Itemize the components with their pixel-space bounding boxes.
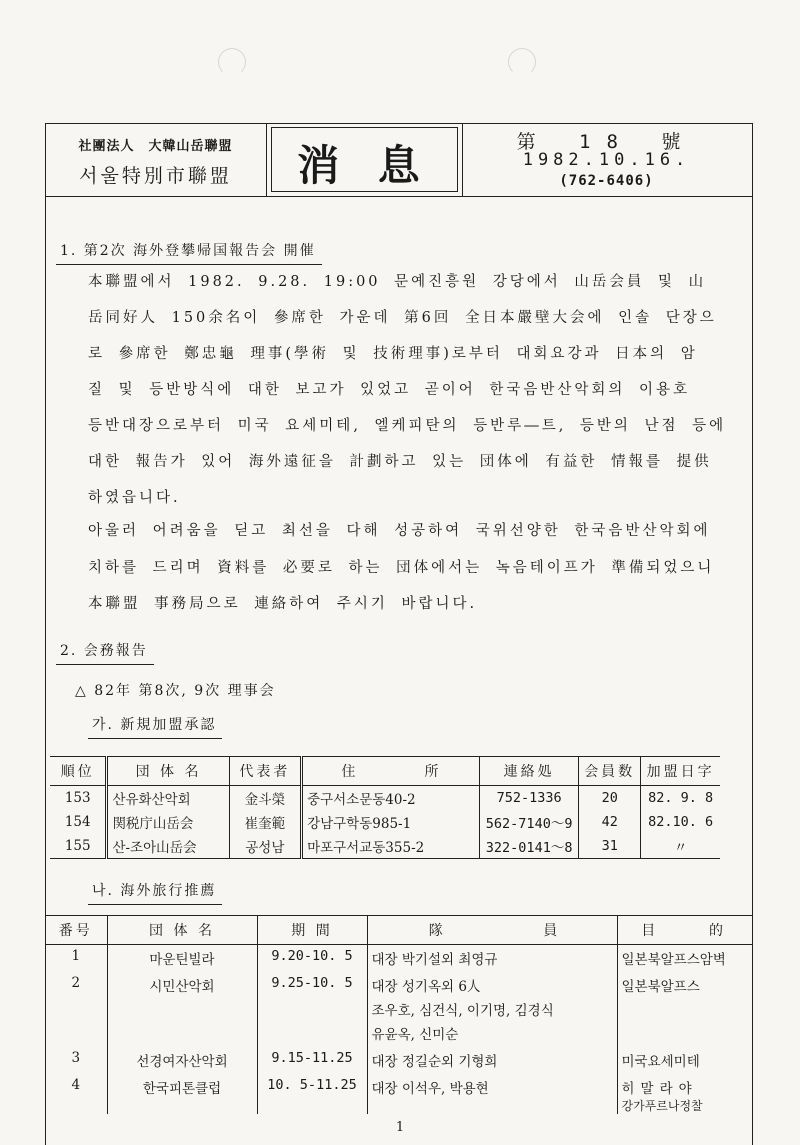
body-line: 로 參席한 鄭忠龜 理事(學術 및 技術理事)로부터 대회요강과 日本의 암 bbox=[88, 346, 698, 362]
member-line: 유윤옥, 신미순 bbox=[371, 1027, 459, 1043]
cell-group: 마운틴빌라 bbox=[107, 945, 257, 973]
cell-date: 〃 bbox=[641, 834, 720, 859]
purpose-line: 강가푸르나정찰 bbox=[621, 1099, 703, 1113]
phone-number: (762-6406) bbox=[559, 173, 654, 189]
cell-contact: 562-7140～9 bbox=[480, 810, 579, 834]
table-row bbox=[50, 810, 720, 834]
cell-contact: 322-0141～8 bbox=[480, 834, 579, 859]
section-1-heading bbox=[60, 240, 316, 260]
table-row bbox=[50, 834, 720, 859]
table-header-row bbox=[50, 757, 720, 786]
col-header: 期 間 bbox=[257, 916, 367, 945]
cell-count: 42 bbox=[579, 810, 641, 834]
cell-rank: 154 bbox=[50, 810, 107, 834]
cell-group: 시민산악회 bbox=[107, 972, 257, 1047]
body-line: 하였읍니다. bbox=[88, 490, 181, 506]
purpose-line: 히말라야 bbox=[621, 1081, 698, 1097]
cell-group: 산-조아山岳会 bbox=[107, 834, 229, 859]
col-header: 住 bbox=[302, 757, 397, 786]
cell-contact: 752-1336 bbox=[480, 786, 579, 811]
col-header: 順位 bbox=[50, 757, 107, 786]
member-line: 대장 성기옥외 6人 bbox=[371, 979, 481, 995]
binder-hole-left bbox=[218, 48, 246, 76]
cell-rep: 崔奎範 bbox=[229, 810, 301, 834]
col-header: 団 体 名 bbox=[107, 916, 257, 945]
cell-number: 2 bbox=[45, 972, 107, 1047]
member-line: 조우호, 심건식, 이기명, 김경식 bbox=[371, 1003, 554, 1019]
body-line: 질 및 등반방식에 대한 보고가 있었고 곧이어 한국음반산악회의 이용호 bbox=[88, 382, 691, 398]
cell-purpose: 미국요세미테 bbox=[621, 1054, 700, 1070]
cell-members: 대장 박기설외 최영규 bbox=[367, 945, 617, 973]
col-header: 番号 bbox=[45, 916, 107, 945]
body-line: 대한 報告가 있어 海外遠征을 計劃하고 있는 団体에 有益한 情報를 提供 bbox=[88, 454, 712, 470]
cell-rank: 155 bbox=[50, 834, 107, 859]
issue-date: 1982.10.16. bbox=[522, 150, 691, 170]
table-header-row bbox=[45, 916, 753, 945]
cell-period: 10. 5-11.25 bbox=[257, 1074, 367, 1114]
meeting-line: △ 82年 第8次, 9次 理事会 bbox=[75, 683, 276, 699]
cell-count: 20 bbox=[579, 786, 641, 811]
masthead-org-cell bbox=[45, 123, 267, 196]
new-members-table bbox=[50, 756, 720, 859]
cell-address: 마포구서교동355-2 bbox=[302, 834, 480, 859]
cell-count: 31 bbox=[579, 834, 641, 859]
subsection-a-underline bbox=[88, 738, 222, 739]
cell-period: 9.15-11.25 bbox=[257, 1047, 367, 1074]
section-1-heading-text: 1. 第2次 海外登攀帰国報告会 開催 bbox=[60, 243, 316, 259]
cell-period: 9.25-10. 5 bbox=[257, 972, 367, 1047]
cell-purpose: 일본북알프스 bbox=[621, 979, 700, 995]
col-header: 連絡処 bbox=[480, 757, 579, 786]
subsection-a-text: 가. 新規加盟承認 bbox=[92, 717, 217, 733]
cell-number: 1 bbox=[45, 945, 107, 973]
cell-number: 4 bbox=[45, 1074, 107, 1114]
table-row bbox=[45, 1074, 753, 1114]
cell-period: 9.20-10. 5 bbox=[257, 945, 367, 973]
cell-members: 대장 이석우, 박용현 bbox=[367, 1074, 617, 1114]
col-header: 代表者 bbox=[229, 757, 301, 786]
cell-rank: 153 bbox=[50, 786, 107, 811]
cell-purpose bbox=[617, 1074, 753, 1114]
cell-group: 산유화산악회 bbox=[107, 786, 229, 811]
issue-number: 第 18 號 bbox=[516, 131, 697, 153]
cell-group: 関税庁山岳会 bbox=[107, 810, 229, 834]
body-line: 치하를 드리며 資料를 必要로 하는 団体에서는 녹음테이프가 準備되었으니 bbox=[88, 559, 715, 576]
cell-members bbox=[367, 972, 617, 1047]
col-header: 加盟日字 bbox=[641, 757, 720, 786]
section-1-body-2 bbox=[88, 513, 716, 623]
newsletter-title: 消 息 bbox=[297, 141, 432, 190]
cell-group: 선경여자산악회 bbox=[107, 1047, 257, 1074]
masthead-issue-cell bbox=[463, 123, 750, 196]
cell-members: 대장 정길순외 기형희 bbox=[367, 1047, 617, 1074]
table-row bbox=[45, 1047, 753, 1074]
col-header: 的 bbox=[682, 916, 753, 945]
travel-recommendation-table bbox=[45, 915, 753, 1114]
cell-date: 82. 9. 8 bbox=[648, 790, 714, 806]
col-header: 所 bbox=[397, 757, 480, 786]
col-header: 員 bbox=[507, 916, 617, 945]
masthead-title-cell bbox=[267, 123, 463, 196]
cell-address: 강남구학동985-1 bbox=[302, 810, 480, 834]
table-row bbox=[50, 786, 720, 811]
page-number: 1 bbox=[395, 1120, 405, 1135]
cell-group: 한국피톤클럽 bbox=[107, 1074, 257, 1114]
col-header: 会員数 bbox=[579, 757, 641, 786]
body-line: 아울러 어려움을 딛고 최선을 다해 성공하여 국위선양한 한국음반산악회에 bbox=[88, 523, 711, 539]
section-2-underline bbox=[56, 664, 154, 665]
body-line: 本聯盟에서 1982. 9.28. 19:00 문예진흥원 강당에서 山岳会員 및 山 bbox=[88, 274, 707, 290]
cell-rep: 金斗榮 bbox=[229, 786, 301, 811]
cell-number: 3 bbox=[45, 1047, 107, 1074]
col-header: 団 体 名 bbox=[107, 757, 229, 786]
subsection-b-text: 나. 海外旅行推薦 bbox=[92, 883, 217, 899]
cell-date: 82.10. 6 bbox=[648, 814, 714, 830]
subsection-a-heading bbox=[92, 714, 216, 734]
section-2-heading bbox=[60, 640, 148, 660]
section-2-heading-text: 2. 会務報告 bbox=[60, 643, 148, 659]
cell-rep: 공성남 bbox=[229, 834, 301, 859]
cell-purpose: 일본북알프스암벽 bbox=[621, 952, 726, 968]
col-header: 隊 bbox=[367, 916, 507, 945]
binder-hole-right bbox=[508, 48, 536, 76]
org-branch: 서울特別市聯盟 bbox=[79, 165, 232, 187]
subsection-b-heading bbox=[92, 880, 216, 900]
table-row bbox=[45, 945, 753, 973]
subsection-b-underline bbox=[88, 904, 222, 905]
cell-address: 중구서소문동40-2 bbox=[302, 786, 480, 811]
org-name: 社團法人 大韓山岳聯盟 bbox=[78, 139, 233, 154]
masthead bbox=[45, 123, 753, 197]
col-header: 目 bbox=[617, 916, 682, 945]
body-line: 등반대장으로부터 미국 요세미테, 엘케피탄의 등반루―트, 등반의 난점 등에 bbox=[88, 418, 727, 434]
section-1-body bbox=[88, 264, 727, 516]
body-line: 本聯盟 事務局으로 連絡하여 주시기 바랍니다. bbox=[88, 596, 478, 612]
body-line: 岳同好人 150余名이 參席한 가운데 第6回 全日本嚴壁大会에 인솔 단장으 bbox=[88, 310, 717, 326]
table-row bbox=[45, 972, 753, 1047]
